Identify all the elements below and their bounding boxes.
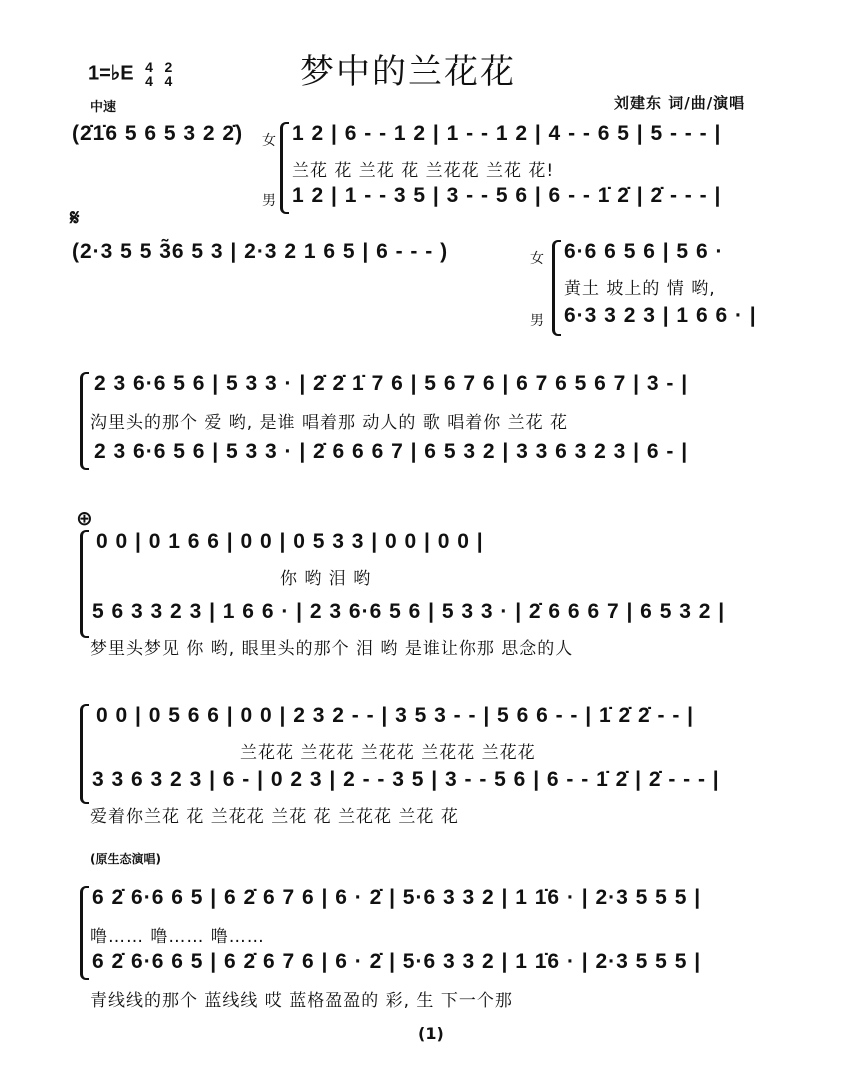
voice-label-male: 男 [262,193,276,209]
female-notes-system-6: 6 2̇ 6·6 6 5 | 6 2̇ 6 7 6 | 6 · 2̇ | 5·6 3 3 2 | 1 1̇6 · | 2·3 5 5 5 | [92,886,702,909]
song-title: 梦中的兰花花 [300,52,516,92]
voice-label-female: 女 [262,133,276,149]
male-lyrics-system-6: 青线线的那个 蓝线线 哎 蓝格盈盈的 彩, 生 下一个那 [90,991,513,1011]
female-notes-system-3: 2 3 6·6 5 6 | 5 3 3 · | 2̇ 2̇ 1̇ 7 6 | 5 6 7 6 | 6 7 6 5 6 7 | 3 - | [94,372,689,395]
time-signature-2-4: 2 4 [164,59,173,89]
male-notes-system-5: 3 3 6 3 2 3 | 6 - | 0 2 3 | 2 - - 3 5 | 3 - - 5 6 | 6 - - 1̇ 2̇ | 2̇ - - - | [92,768,720,791]
male-notes-system-1: 1 2 | 1 - - 3 5 | 3 - - 5 6 | 6 - - 1̇ 2̇ | 2̇ - - - | [292,184,722,207]
female-notes-system-5: 0 0 | 0 5 6 6 | 0 0 | 2 3 2 - - | 3 5 3 - - | 5 6 6 - - | 1̇ 2̇ 2̇ - - | [96,704,695,727]
segno-sign: 𝄋 [70,206,80,231]
coda-sign: ⊕ [76,506,93,530]
male-lyrics-system-4: 梦里头梦见 你 哟, 眼里头的那个 泪 哟 是谁让你那 思念的人 [90,639,574,659]
voice-label-female: 女 [530,251,544,267]
female-notes-system-1: 1 2 | 6 - - 1 2 | 1 - - 1 2 | 4 - - 6 5 | 5 - - - | [292,122,722,145]
key-signature: 1=♭E 4 4 2 4 [88,59,173,89]
male-lyrics-system-5: 爱着你兰花 花 兰花花 兰花 花 兰花花 兰花 花 [90,807,459,827]
section-note: (原生态演唱) [90,852,161,866]
female-notes-system-2: 6·6 6 5 6 | 5 6 · [564,240,724,263]
male-notes-system-6: 6 2̇ 6·6 6 5 | 6 2̇ 6 7 6 | 6 · 2̇ | 5·6 3 3 2 | 1 1̇6 · | 2·3 5 5 5 | [92,950,702,973]
page-number: (1) [418,1024,444,1043]
male-notes-system-2: 6·3 3 2 3 | 1 6 6 · | [564,304,757,327]
time-signature-4-4: 4 4 [145,59,153,89]
female-notes-system-4: 0 0 | 0 1 6 6 | 0 0 | 0 5 3 3 | 0 0 | 0 0 | [96,530,484,553]
tempo-marking: 中速 [90,100,117,115]
female-lyrics-system-2: 黄土 坡上的 情 哟, [564,279,716,299]
credits: 刘建东 词/曲/演唱 [614,94,746,112]
voice-label-male: 男 [530,313,544,329]
staff-brace [280,122,289,214]
staff-brace [552,240,561,336]
female-lyrics-system-6: 噜…… 噜…… 噜…… [90,927,265,947]
intro-phrase-1: (2̇1̇6 5 6 5 3 2 2̇) [72,122,244,145]
lyrics-system-3: 沟里头的那个 爱 哟, 是谁 唱着那 动人的 歌 唱着你 兰花 花 [90,413,569,433]
staff-brace [80,530,89,638]
male-notes-system-4: 5 6 3 3 2 3 | 1 6 6 · | 2 3 6·6 5 6 | 5 3 3 · | 2̇ 6 6 6 7 | 6 5 3 2 | [92,600,726,623]
female-lyrics-system-5: 兰花花 兰花花 兰花花 兰花花 兰花花 [240,743,536,763]
staff-brace [80,704,89,804]
staff-brace [80,886,89,980]
male-notes-system-3: 2 3 6·6 5 6 | 5 3 3 · | 2̇ 6 6 6 7 | 6 5 3 2 | 3 3 6 3 2 3 | 6 - | [94,440,689,463]
female-lyrics-system-1: 兰花 花 兰花 花 兰花花 兰花 花! [292,161,555,181]
staff-brace [80,372,89,470]
female-lyrics-system-4: 你 哟 泪 哟 [280,569,372,589]
intro-phrase-2: (2·3 5 5 3̃6 5 3 | 2·3 2 1 6 5 | 6 - - - ) [72,240,449,263]
